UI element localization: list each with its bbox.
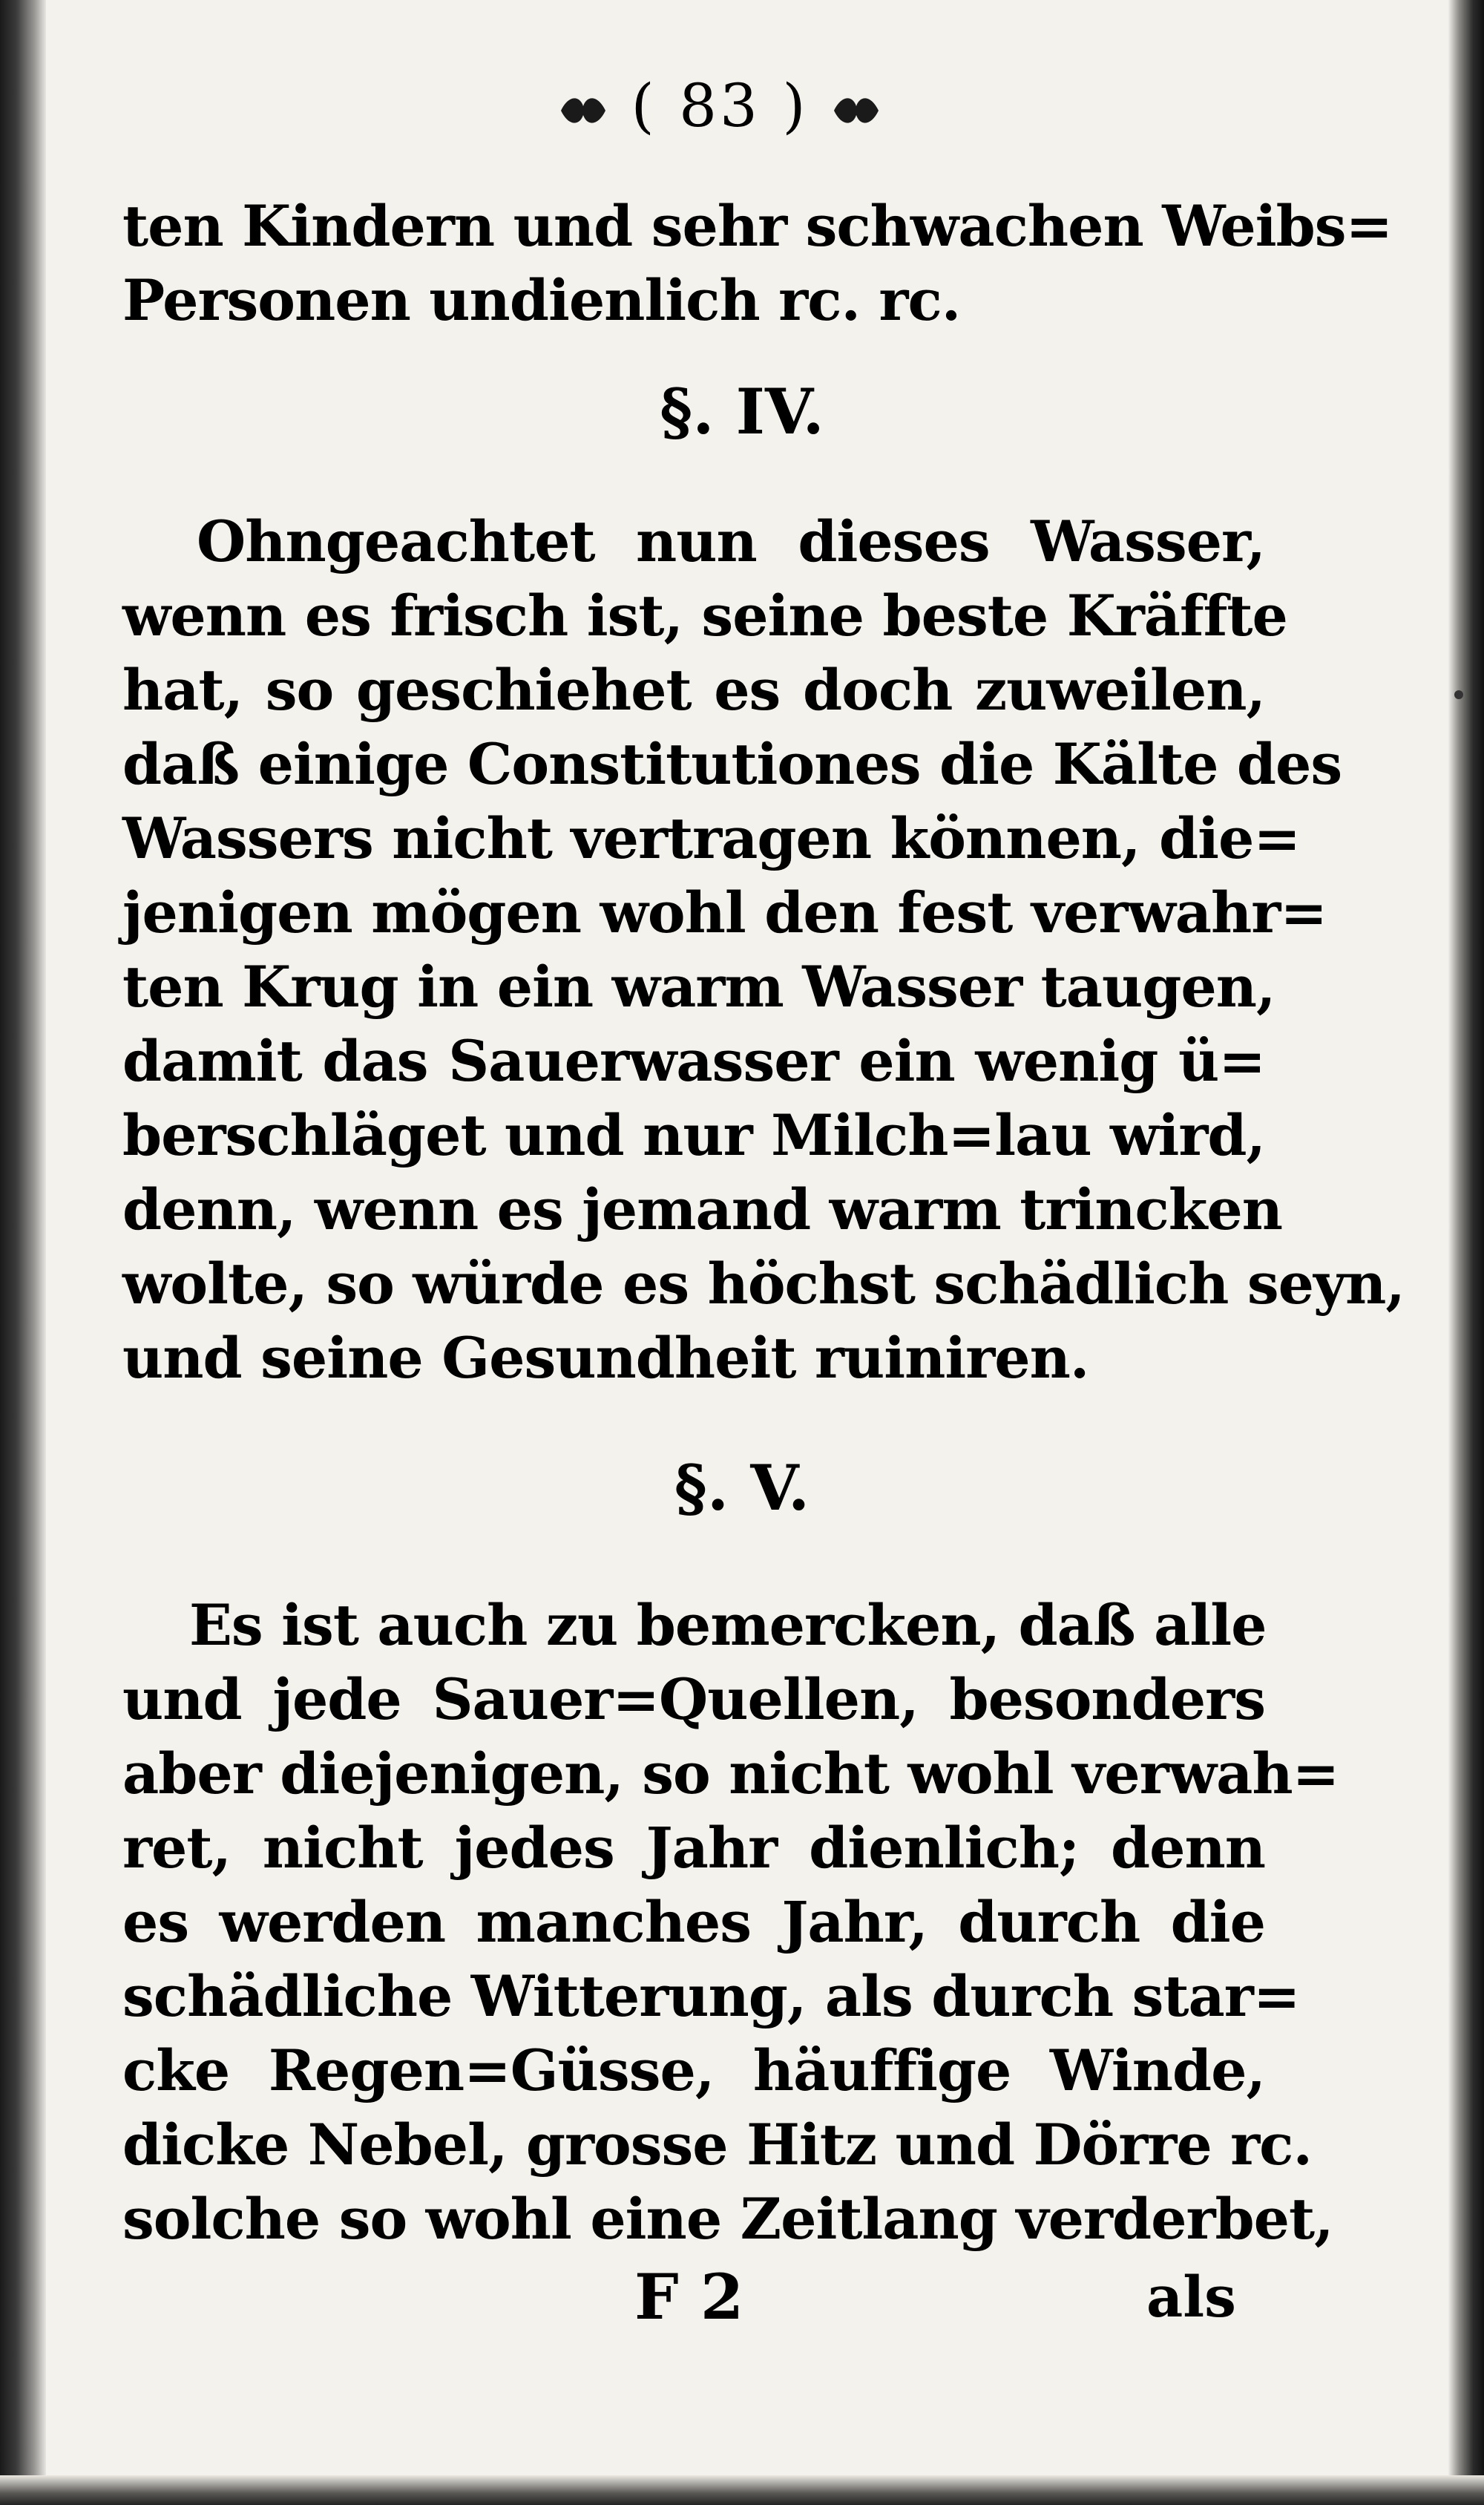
text-line: wolte, so würde es höchst schädlich seyn, xyxy=(122,1251,1405,1317)
text-line: und jede Sauer=Quellen, besonders xyxy=(122,1666,1265,1732)
text-line: und seine Gesundheit ruiniren. xyxy=(122,1325,1089,1391)
text-line: Ohngeachtet nun dieses Wasser, xyxy=(197,508,1265,574)
text-line: dicke Nebel, grosse Hitz und Dörre rc. xyxy=(122,2112,1312,2178)
text-line: solche so wohl eine Zeitlang verderbet, xyxy=(122,2186,1333,2252)
text-line: Wassers nicht vertragen können, die= xyxy=(122,805,1301,871)
page-header xyxy=(512,65,928,147)
text-line: Personen undienlich rc. rc. xyxy=(122,267,961,333)
page-number: ( 83 ) xyxy=(631,71,809,140)
text-line: aber diejenigen, so nicht wohl verwah= xyxy=(122,1741,1339,1807)
right-ornament-icon xyxy=(830,91,882,130)
signature-mark: F 2 xyxy=(634,2260,744,2334)
text-line: ten Krug in ein warm Wasser taugen, xyxy=(122,954,1275,1020)
text-line: ret, nicht jedes Jahr dienlich; denn xyxy=(122,1815,1265,1881)
text-line: ten Kindern und sehr schwachen Weibs= xyxy=(122,193,1393,259)
text-line: es werden manches Jahr, durch die xyxy=(122,1889,1265,1955)
catchword: als xyxy=(1146,2264,1236,2330)
page-bottom-shadow xyxy=(0,2475,1484,2505)
text-line: jenigen mögen wohl den fest verwahr= xyxy=(122,880,1327,946)
section-heading-v: §. V. xyxy=(674,1451,810,1525)
text-line: schädliche Witterung, als durch star= xyxy=(122,1963,1300,2029)
text-line: daß einige Constitutiones die Kälte des xyxy=(122,731,1342,797)
text-line: wenn es frisch ist, seine beste Kräffte xyxy=(122,583,1287,649)
text-line: berschläget und nur Milch=lau wird, xyxy=(122,1102,1265,1168)
text-line: damit das Sauerwasser ein wenig ü= xyxy=(122,1028,1265,1094)
ink-speck xyxy=(1454,690,1463,699)
section-heading-iv: §. IV. xyxy=(660,375,824,448)
text-line: hat, so geschiehet es doch zuweilen, xyxy=(122,657,1265,723)
left-ornament-icon xyxy=(557,91,609,130)
text-line: cke Regen=Güsse, häuffige Winde, xyxy=(122,2037,1265,2103)
text-line: denn, wenn es jemand warm trincken xyxy=(122,1176,1283,1242)
text-line: Es ist auch zu bemercken, daß alle xyxy=(189,1592,1267,1658)
